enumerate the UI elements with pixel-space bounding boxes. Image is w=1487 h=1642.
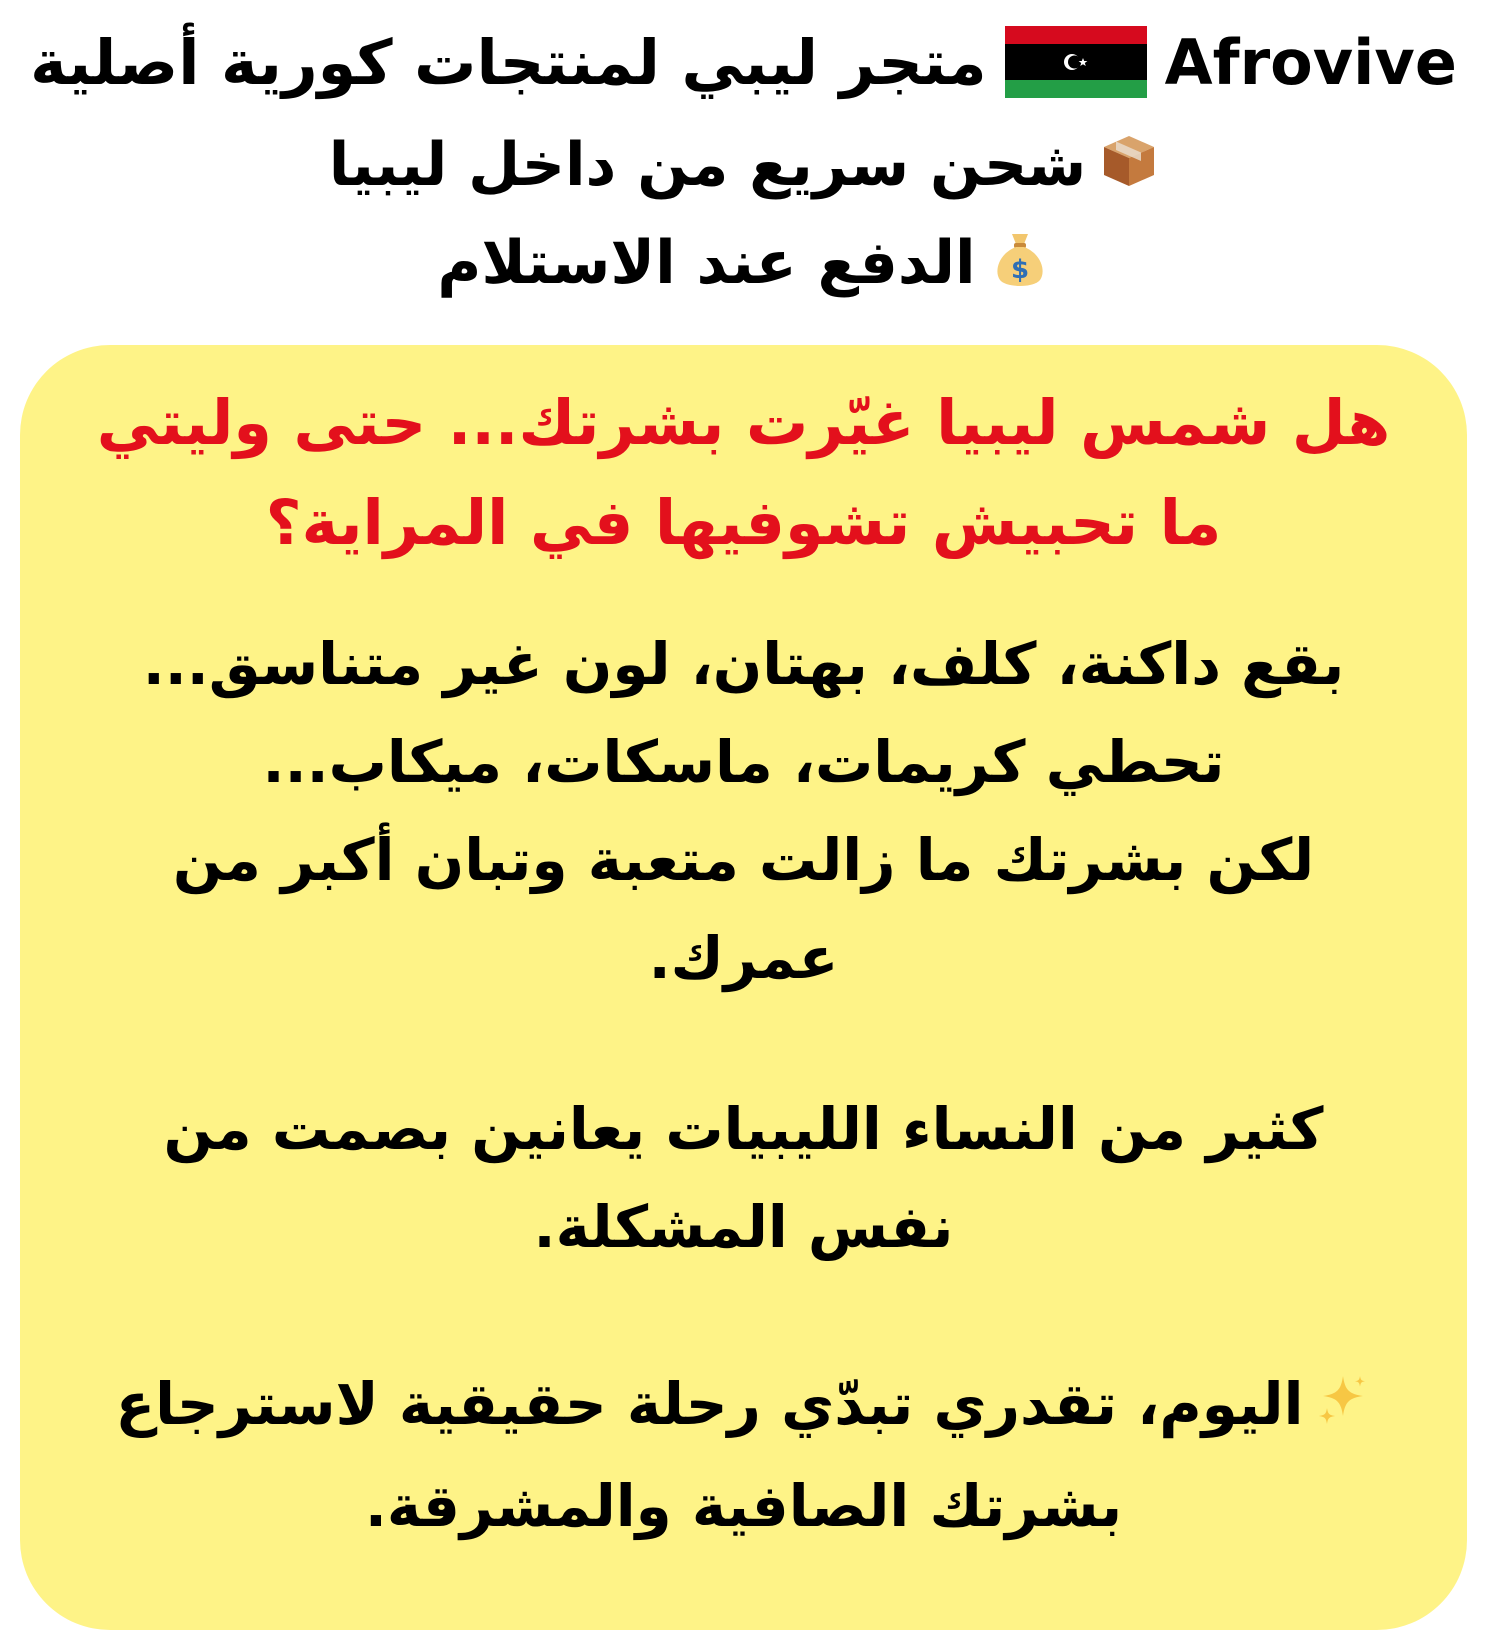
flag-black-band xyxy=(1005,44,1147,80)
headline xyxy=(20,373,1467,573)
paragraph-line: كثير من النساء الليبيات يعانين بصمت من xyxy=(163,1095,1324,1163)
payment-line xyxy=(0,228,1487,305)
package-icon xyxy=(1100,132,1158,205)
header xyxy=(0,0,1487,330)
paragraph-line: عمرك. xyxy=(648,924,839,992)
title-row xyxy=(20,12,1467,112)
svg-text:$: $ xyxy=(1010,255,1029,285)
shipping-line xyxy=(0,130,1487,205)
libya-flag-icon xyxy=(1005,26,1147,98)
headline-line: ما تحبيش تشوفيها في المراية؟ xyxy=(265,486,1222,559)
headline-line: هل شمس ليبيا غيّرت بشرتك... حتى وليتي xyxy=(96,386,1391,459)
brand-name: Afrovive xyxy=(1164,25,1457,99)
paragraph-line: نفس المشكلة. xyxy=(533,1193,954,1261)
paragraph-line: بشرتك الصافية والمشرقة. xyxy=(364,1471,1123,1540)
paragraph-line: تحطي كريمات، ماسكات، ميكاب... xyxy=(262,728,1225,796)
paragraph-today xyxy=(60,1355,1427,1555)
content-card xyxy=(20,345,1467,1630)
paragraph-line: لكن بشرتك ما زالت متعبة وتبان أكبر من xyxy=(172,826,1315,894)
payment-text: الدفع عند الاستلام xyxy=(437,228,976,299)
flag-red-band xyxy=(1005,26,1147,44)
sparkles-icon xyxy=(1315,1359,1371,1457)
paragraph-women xyxy=(60,1080,1427,1276)
paragraph-symptoms xyxy=(60,615,1427,1007)
shipping-text: شحن سريع من داخل ليبيا xyxy=(328,130,1087,200)
money-bag-icon xyxy=(990,228,1050,305)
flag-green-band xyxy=(1005,80,1147,98)
paragraph-line: بقع داكنة، كلف، بهتان، لون غير متناسق... xyxy=(142,630,1345,698)
paragraph-text: اليوم، تقدري تبدّي رحلة حقيقية لاسترجاع xyxy=(115,1370,1304,1438)
crescent-star-icon xyxy=(1061,51,1091,73)
store-title: متجر ليبي لمنتجات كورية أصلية xyxy=(30,25,987,99)
paragraph-line xyxy=(60,1355,1427,1457)
